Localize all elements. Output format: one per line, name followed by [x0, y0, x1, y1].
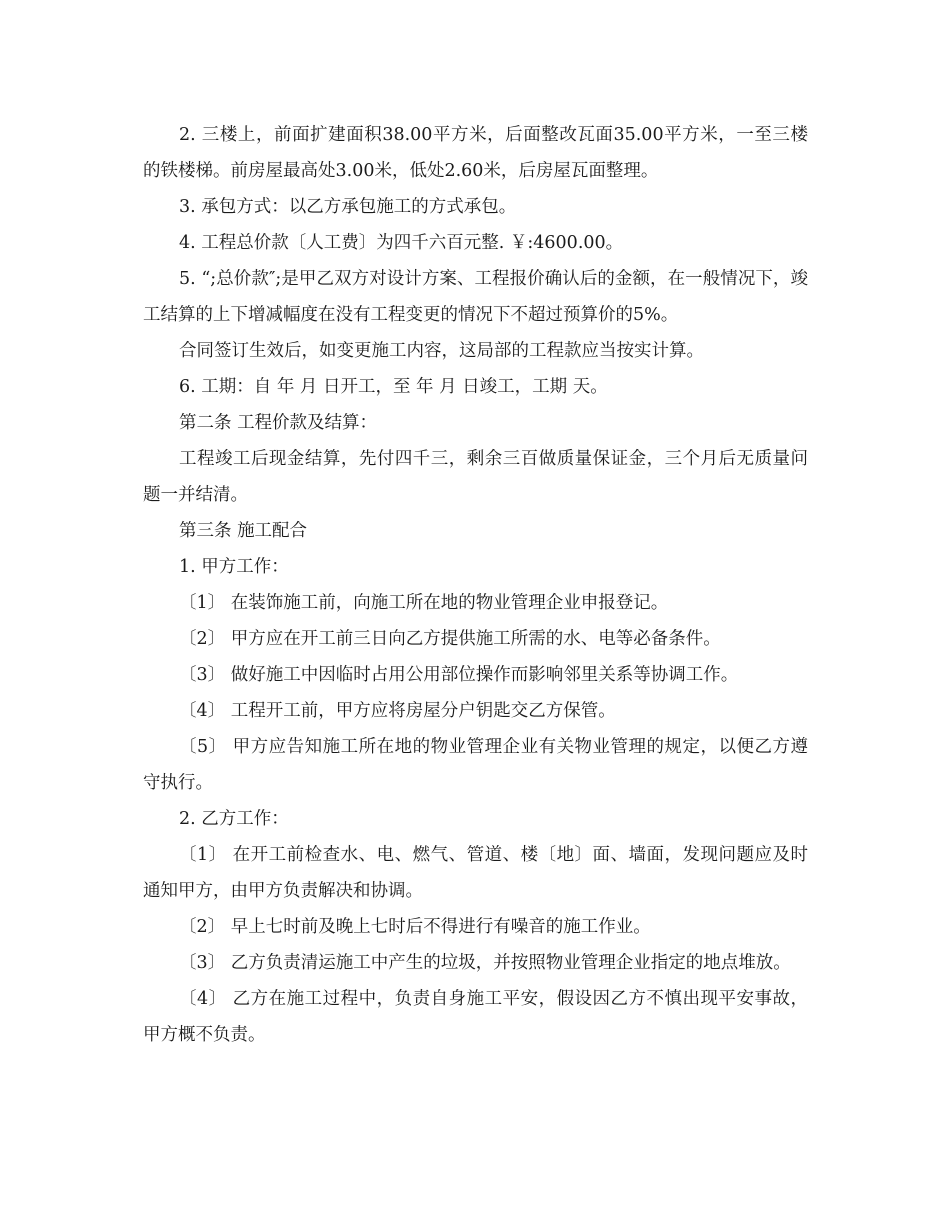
paragraph-price-definition: 5. “;总价款″;是甲乙双方对设计方案、工程报价确认后的金额，在一般情况下，竣工结算的上下增减幅度在没有工程变更的情况下不超过预算价的5%。 [143, 269, 808, 325]
paragraph-duration: 6. 工期：自 年 月 日开工，至 年 月 日竣工，工期 天。 [179, 377, 608, 397]
list-item: 〔1〕 在装饰施工前，向施工所在地的物业管理企业申报登记。 [179, 593, 669, 613]
heading-party-a-work: 1. 甲方工作： [179, 557, 289, 577]
heading-article-two: 第二条 工程价款及结算： [179, 413, 378, 433]
paragraph-area-details: 2. 三楼上，前面扩建面积38.00平方米，后面整改瓦面35.00平方米，一至三楼的铁楼梯。前房屋最高处3.00米，低处2.60米，后房屋瓦面整理。 [143, 125, 808, 181]
paragraph-change-settlement: 合同签订生效后，如变更施工内容，这局部的工程款应当按实计算。 [179, 341, 704, 361]
list-item: 〔3〕 做好施工中因临时占用公用部位操作而影响邻里关系等协调工作。 [179, 665, 739, 685]
list-item: 〔1〕 在开工前检查水、电、燃气、管道、楼〔地〕面、墙面，发现问题应及时通知甲方，由甲方负责解决和协调。 [143, 845, 808, 901]
list-item: 〔3〕 乙方负责清运施工中产生的垃圾，并按照物业管理企业指定的地点堆放。 [179, 953, 791, 973]
list-item: 〔5〕 甲方应告知施工所在地的物业管理企业有关物业管理的规定，以便乙方遵守执行。 [143, 737, 808, 793]
document-body [143, 117, 808, 1053]
list-item: 〔2〕 早上七时前及晚上七时后不得进行有噪音的施工作业。 [179, 917, 651, 937]
heading-party-b-work: 2. 乙方工作： [179, 809, 289, 829]
paragraph-settlement: 工程竣工后现金结算，先付四千三，剩余三百做质量保证金，三个月后无质量问题一并结清。 [143, 449, 808, 505]
paragraph-total-price: 4. 工程总价款〔人工费〕为四千六百元整. ￥:4600.00。 [179, 233, 624, 253]
paragraph-contract-method: 3. 承包方式：以乙方承包施工的方式承包。 [179, 197, 517, 217]
list-item: 〔4〕 乙方在施工过程中，负责自身施工平安，假设因乙方不慎出现平安事故，甲方概不负责。 [143, 989, 808, 1045]
list-item: 〔4〕 工程开工前，甲方应将房屋分户钥匙交乙方保管。 [179, 701, 616, 721]
list-item: 〔2〕 甲方应在开工前三日向乙方提供施工所需的水、电等必备条件。 [179, 629, 721, 649]
heading-article-three: 第三条 施工配合 [179, 521, 308, 541]
